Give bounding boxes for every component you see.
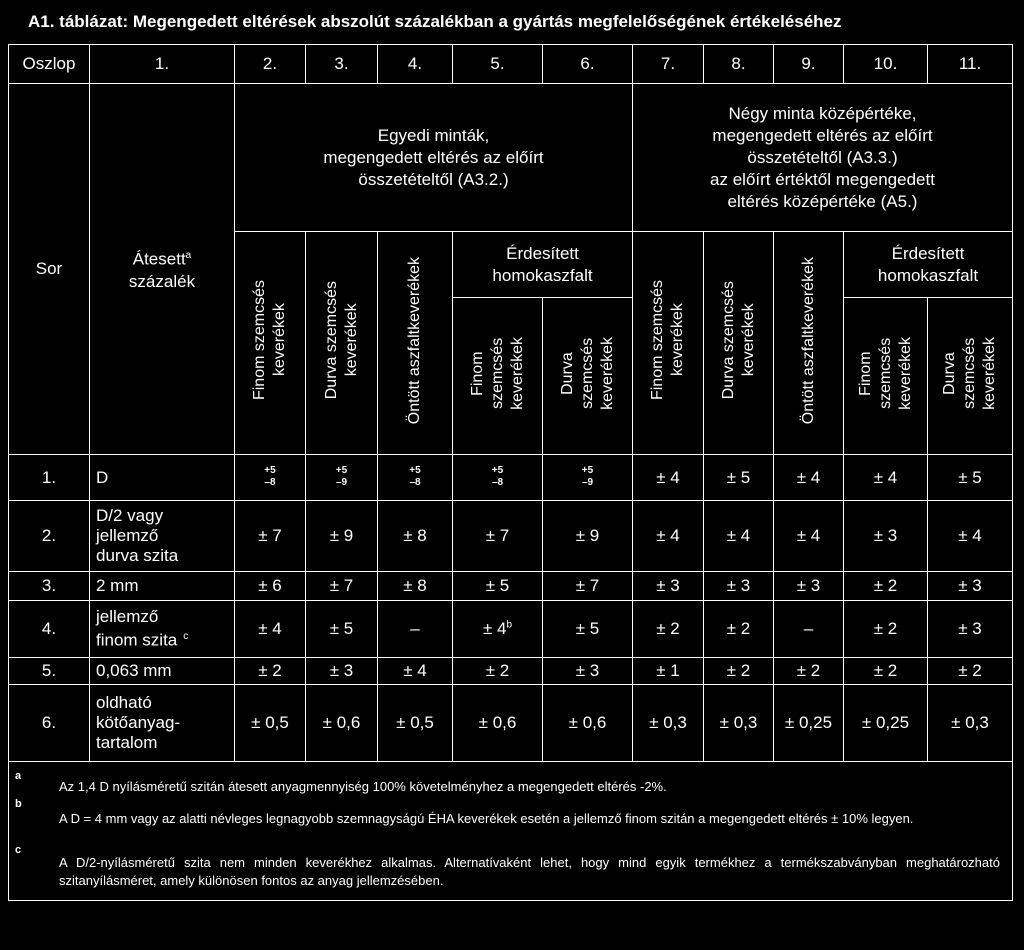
durva-label: Durva szemcsés keverékek	[719, 281, 757, 400]
finom-label: Finom szemcsés keverékek	[251, 280, 288, 401]
value-cell: ± 2	[235, 658, 306, 685]
row-number: 2.	[9, 501, 90, 572]
col-num: 4.	[378, 45, 453, 84]
row-number: 6.	[9, 685, 90, 762]
col-erd-durva-avg	[928, 298, 1013, 455]
erd-durva-label: Durva szemcsés keverékek	[558, 337, 616, 410]
col-num: 8.	[704, 45, 774, 84]
col-ontott-avg	[774, 232, 844, 455]
col-num: 6.	[543, 45, 633, 84]
value-cell: ± 7	[235, 501, 306, 572]
row-label: oldható kötőanyag- tartalom	[90, 685, 235, 762]
durva-label: Durva szemcsés keverékek	[322, 281, 360, 400]
row-label: D/2 vagy jellemző durva szita	[90, 501, 235, 572]
col-num: 1.	[90, 45, 235, 84]
column-number-row	[9, 45, 1013, 84]
col-num: 2.	[235, 45, 306, 84]
value-cell: ± 3	[774, 572, 844, 601]
ontott-label: Öntött aszfaltkeverékek	[406, 256, 423, 425]
value-cell: ± 0,6	[543, 685, 633, 762]
value-cell: ± 5	[543, 601, 633, 658]
footnote: Az 1,4 D nyílásméretű szitán átesett anyagmennyiség 100% követelményhez a megengedett eltérés -2%.	[59, 779, 667, 794]
value-cell: ± 5	[704, 455, 774, 501]
value-cell: ± 4	[774, 455, 844, 501]
atesett-label: Átesett	[132, 249, 186, 269]
footnote: A D/2-nyílásméretű szita nem minden keverékhez alkalmas. Alternatívaként lehet, hogy mind egyik termékhez a termékszabványban meghatározható szitanyílásméret, amely különösen fontos az anyag jellemzésében.	[59, 855, 1000, 888]
value-cell: +5 –9	[543, 455, 633, 501]
value-cell: ± 3	[928, 572, 1013, 601]
value-cell: –	[774, 601, 844, 658]
col-erdesitett	[453, 232, 633, 298]
value-cell: ± $4^b$	[453, 601, 543, 658]
col-finom-avg	[633, 232, 704, 455]
table-row	[9, 501, 1013, 572]
value-cell: ± 9	[543, 501, 633, 572]
table-row	[9, 685, 1013, 762]
value-cell: ± 1	[633, 658, 704, 685]
value-cell: ± 8	[378, 501, 453, 572]
table-title: A1. táblázat: Megengedett eltérések abszolút százalékban a gyártás megfelelőségének értékeléséhez	[28, 12, 842, 31]
value-cell: +5 –9	[306, 455, 378, 501]
row-number: 1.	[9, 455, 90, 501]
col-num: 11.	[928, 45, 1013, 84]
col-erd-finom	[453, 298, 543, 455]
value-cell: ± 5	[306, 601, 378, 658]
atesett-footnote-mark: a	[185, 250, 192, 262]
footnote-mark: b	[15, 798, 22, 810]
footnote-mark: c	[15, 844, 22, 856]
footnote: A D = 4 mm vagy az alatti névleges legnagyobb szemnagyságú ÉHA keverékek esetén a jellemző finom szitán a megengedett eltérés ± 10% legyen.	[59, 811, 914, 826]
group-four-samples	[633, 84, 1013, 232]
value-cell: ± 0,3	[928, 685, 1013, 762]
value-cell: ± 0,5	[378, 685, 453, 762]
erd-finom-label: Finom szemcsés keverékek	[856, 337, 914, 410]
col-ontott	[378, 232, 453, 455]
col-num: 3.	[306, 45, 378, 84]
sor-header: Sor	[9, 84, 90, 455]
finom-label: Finom szemcsés keverékek	[649, 280, 686, 401]
atesett-header	[90, 84, 235, 455]
value-cell: ± 6	[235, 572, 306, 601]
value-cell: ± 3	[928, 601, 1013, 658]
value-cell: ± 8	[378, 572, 453, 601]
value-cell: ± 4	[633, 501, 704, 572]
erd-finom-label: Finom szemcsés keverékek	[468, 337, 526, 410]
group-four-text: Négy minta középértéke, megengedett eltérés az előírt összetételtől (A3.3.) az előírt értéktől megengedett eltérés középértéke (A5.)	[710, 103, 935, 211]
value-cell: ± 3	[633, 572, 704, 601]
row-footnote-mark: c	[183, 631, 189, 643]
col-erd-finom-avg	[844, 298, 928, 455]
col-num: 10.	[844, 45, 928, 84]
value-cell: +5 –8	[453, 455, 543, 501]
row-label: jellemző finom szita $^c$	[90, 601, 235, 658]
col-num: 5.	[453, 45, 543, 84]
row-label: D	[90, 455, 235, 501]
value-cell: +5 –8	[235, 455, 306, 501]
value-cell: ± 2	[774, 658, 844, 685]
col-durva-avg	[704, 232, 774, 455]
row-number: 5.	[9, 658, 90, 685]
ontott-label: Öntött aszfaltkeverékek	[799, 256, 817, 425]
value-cell: ± 2	[844, 572, 928, 601]
footnote-mark: a	[15, 770, 22, 782]
value-cell: +5 –8	[378, 455, 453, 501]
table-row	[9, 658, 1013, 685]
value-cell: ± 2	[453, 658, 543, 685]
value-cell: ± 4	[378, 658, 453, 685]
value-cell: ± 3	[844, 501, 928, 572]
value-cell: ± 0,6	[306, 685, 378, 762]
value-cell: ± 2	[928, 658, 1013, 685]
col-erdesitett-avg	[844, 232, 1013, 298]
value-cell: ± 4	[633, 455, 704, 501]
value-cell: ± 5	[928, 455, 1013, 501]
value-cell: ± 4	[774, 501, 844, 572]
erdesitett-label: Érdesített homokaszfalt	[877, 243, 979, 285]
value-cell: ± 4	[928, 501, 1013, 572]
value-cell: ± 0,3	[704, 685, 774, 762]
value-cell: ± 9	[306, 501, 378, 572]
table-row	[9, 572, 1013, 601]
row-label: 0,063 mm	[90, 658, 235, 685]
value-cell: ± 0,25	[774, 685, 844, 762]
erdesitett-label: Érdesített homokaszfalt	[492, 243, 593, 285]
erd-durva-label: Durva szemcsés keverékek	[941, 337, 998, 410]
value-cell: ± 2	[844, 658, 928, 685]
value-cell: ± 5	[453, 572, 543, 601]
value-cell: ± 2	[704, 601, 774, 658]
footnotes-row	[9, 762, 1013, 901]
value-cell: ± 3	[704, 572, 774, 601]
value-cell: –	[378, 601, 453, 658]
value-cell: ± 4	[844, 455, 928, 501]
tolerance-table	[8, 44, 1013, 901]
value-footnote-mark: b	[506, 619, 513, 631]
row-number: 3.	[9, 572, 90, 601]
value-cell: ± 4	[235, 601, 306, 658]
value-cell: ± 7	[453, 501, 543, 572]
value-cell: ± 7	[543, 572, 633, 601]
value-cell: ± 0,25	[844, 685, 928, 762]
col-erd-durva	[543, 298, 633, 455]
value-cell: ± 2	[633, 601, 704, 658]
row-label: 2 mm	[90, 572, 235, 601]
value-cell: ± 0,6	[453, 685, 543, 762]
group-single-text: Egyedi minták, megengedett eltérés az előírt összetételtől (A3.2.)	[323, 125, 544, 189]
value-cell: ± 2	[704, 658, 774, 685]
value-cell: ± 7	[306, 572, 378, 601]
value-cell: ± 0,3	[633, 685, 704, 762]
table-row	[9, 455, 1013, 501]
col-finom	[235, 232, 306, 455]
footnotes	[9, 762, 1013, 901]
group-single-samples	[235, 84, 633, 232]
oszlop-label: Oszlop	[9, 45, 90, 84]
value-cell: ± 3	[543, 658, 633, 685]
szazalek-label: százalék	[128, 271, 196, 291]
row-number: 4.	[9, 601, 90, 658]
header-row-groups	[9, 84, 1013, 232]
col-durva	[306, 232, 378, 455]
value-cell: ± 3	[306, 658, 378, 685]
value-cell: ± 4	[704, 501, 774, 572]
col-num: 7.	[633, 45, 704, 84]
col-num: 9.	[774, 45, 844, 84]
value-cell: ± 2	[844, 601, 928, 658]
value-cell: ± 0,5	[235, 685, 306, 762]
table-row	[9, 601, 1013, 658]
